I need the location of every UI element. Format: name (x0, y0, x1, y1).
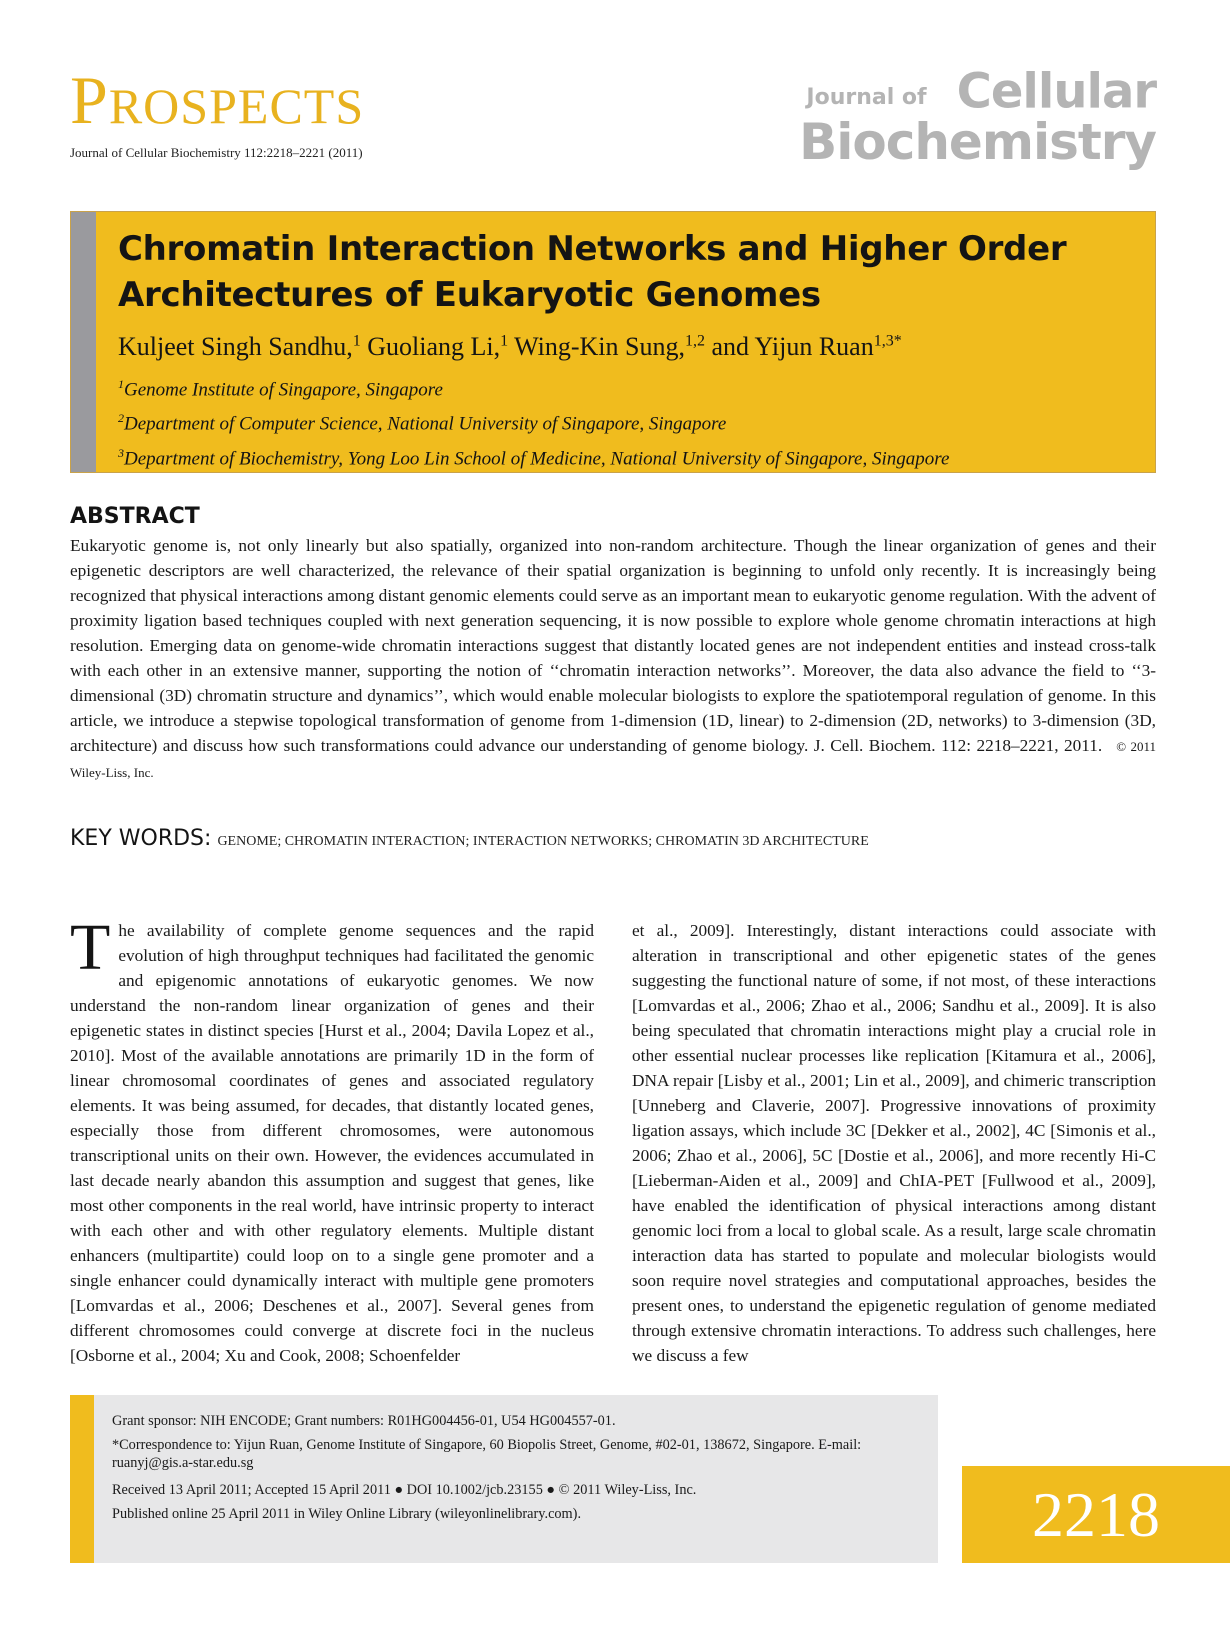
series-title (70, 62, 365, 138)
body-text-left: he availability of complete genome sequences and the rapid evolution of high throughput techniques had facilitated the genomic and epigenomic annotations of eukaryotic genomes. We now understand the non-random linear organization of genes and their epigenetic states in distinct species [Hurst et al., 2004; Davila Lopez et al., 2010]. Most of the available annotations are primarily 1D in the form of linear chromosomal coordinates of genes and associated regulatory elements. It was being assumed, for decades, that distantly located genes, especially those from different chromosomes, were autonomous transcriptional units on their own. However, the evidences accumulated in last decade nearly abandon this assumption and suggest that genes, like most other components in the real world, have intrinsic property to interact with each other and with other regulatory elements. Multiple distant enhancers (multipartite) could loop on to a single gene promoter and a single enhancer could dynamically interact with multiple gene promoters [Lomvardas et al., 2006; Deschenes et al., 2007]. Several genes from different chromosomes could converge at discrete foci in the nucleus [Osborne et al., 2004; Xu and Cook, 2008; Schoenfelder (70, 921, 594, 1365)
author-name: Kuljeet Singh Sandhu, (118, 332, 353, 361)
affiliation-text: Department of Computer Science, National University of Singapore, Singapore (124, 413, 727, 435)
author-affiliation-mark: 1 (352, 332, 361, 350)
title-block-side-bar (71, 212, 96, 472)
keywords-label: KEY WORDS: (70, 826, 212, 851)
author-affiliation-mark: 1 (500, 332, 509, 350)
keywords (70, 826, 869, 851)
abstract-heading: ABSTRACT (70, 504, 200, 529)
affiliation-text: Department of Biochemistry, Yong Loo Lin School of Medicine, National University of Singapore, Singapore (124, 447, 950, 469)
abstract-body (70, 533, 1156, 785)
affiliation-number: 1 (118, 377, 124, 391)
affiliation-list (118, 370, 949, 473)
affiliation-item (118, 370, 949, 404)
footer-text (112, 1409, 924, 1526)
correspondence: *Correspondence to: Yijun Ruan, Genome Institute of Singapore, 60 Biopolis Street, Genome, #02-01, 138672, Singapore. E-mail: ruanyj@gis.a-star.edu.sg (112, 1437, 862, 1471)
published-online: Published online 25 April 2011 in Wiley Online Library (wileyonlinelibrary.com). (112, 1506, 582, 1522)
author-affiliation-mark: 1,3* (873, 332, 902, 350)
grant-sponsor: Grant sponsor: NIH ENCODE; Grant numbers: R01HG004456-01, U54 HG004557-01. (112, 1413, 616, 1429)
affiliation-number: 3 (118, 445, 124, 460)
page-number-box (962, 1466, 1230, 1563)
journal-logo-cellular: Cellular (956, 63, 1156, 120)
journal-logo-biochemistry: Biochemistry (799, 113, 1156, 171)
footer-side-bar (70, 1395, 94, 1563)
author-name: Wing-Kin Sung, (508, 332, 685, 361)
author-name: and Yijun Ruan (704, 332, 874, 361)
affiliation-text: Genome Institute of Singapore, Singapore (124, 379, 443, 401)
journal-citation: Journal of Cellular Biochemistry 112:2218–2221 (2011) (70, 145, 363, 160)
affiliation-item (118, 404, 949, 438)
author-name: Guoliang Li, (360, 332, 501, 361)
body-column-right: et al., 2009]. Interestingly, distant interactions could associate with alteration in transcriptional and other epigenetic states of the genes suggesting the functional nature of some, if not most, of these interactions [Lomvardas et al., 2006; Zhao et al., 2006; Sandhu et al., 2009]. It is also being speculated that chromatin interactions might play a crucial role in other essential nuclear processes like replication [Kitamura et al., 2006], DNA repair [Lisby et al., 2001; Lin et al., 2009], and chimeric transcription [Unneberg and Claverie, 2007]. Progressive innovations of proximity ligation assays, which include 3C [Dekker et al., 2002], 4C [Simonis et al., 2006; Zhao et al., 2006], 5C [Dostie et al., 2006], and more recently Hi-C [Lieberman-Aiden et al., 2009] and ChIA-PET [Fullwood et al., 2009], have enabled the identification of physical interactions among distant genomic loci from a local to global scale. As a result, large scale chromatin interaction data has started to populate and molecular biologists would soon require novel strategies and computational approaches, besides the present ones, to understand the epigenetic regulation of genome mediated through extensive chromatin interactions. To address such challenges, here we discuss a few (632, 921, 1156, 1365)
paper-title-line-1: Chromatin Interaction Networks and Higher Order (118, 229, 1067, 269)
paper-title-line-2: Architectures of Eukaryotic Genomes (118, 275, 821, 315)
paper-title (118, 226, 1066, 318)
journal-logo (799, 63, 1156, 171)
drop-cap: T (70, 911, 111, 984)
journal-logo-of: Journal of (806, 84, 927, 110)
author-list (118, 332, 902, 362)
series-title-initial: P (70, 62, 109, 138)
affiliation-number: 2 (118, 411, 124, 426)
title-block (70, 211, 1156, 473)
series-title-rest: ROSPECTS (108, 78, 365, 134)
page-number: 2218 (1032, 1479, 1160, 1550)
abstract-copyright: © 2011 Wiley-Liss, Inc. (70, 739, 1156, 780)
abstract-text: Eukaryotic genome is, not only linearly but also spatially, organized into non-random architecture. Though the linear organization of genes and their epigenetic descriptors are well characterized, the relevance of their spatial organization is beginning to unfold only recently. It is increasingly being recognized that physical interactions among distant genomic elements could serve as an important mean to eukaryotic genome regulation. With the advent of proximity ligation based techniques coupled with next generation sequencing, it is now possible to explore whole genome chromatin interactions at high resolution. Emerging data on genome-wide chromatin interactions suggest that distantly located genes are not independent entities and instead cross-talk with each other in an extensive manner, supporting the notion of ‘‘chromatin interaction networks’’. Moreover, the data also advance the field to ‘‘3-dimensional (3D) chromatin structure and dynamics’’, which would enable molecular biologists to explore the spatiotemporal regulation of genome. In this article, we introduce a stepwise topological transformation of genome from 1-dimension (1D, linear) to 2-dimension (2D, networks) to 3-dimension (3D, architecture) and discuss how such transformations could advance our understanding of genome biology. J. Cell. Biochem. 112: 2218–2221, 2011. (70, 536, 1156, 755)
received-accepted: Received 13 April 2011; Accepted 15 April 2011 ● DOI 10.1002/jcb.23155 ● © 2011 Wiley-Liss, Inc. (112, 1482, 697, 1498)
affiliation-item (118, 439, 949, 473)
author-affiliation-mark: 1,2 (684, 332, 705, 350)
keywords-list: GENOME; CHROMATIN INTERACTION; INTERACTION NETWORKS; CHROMATIN 3D ARCHITECTURE (217, 834, 869, 849)
footer-notes (70, 1395, 938, 1563)
body-column-left (70, 911, 594, 1368)
